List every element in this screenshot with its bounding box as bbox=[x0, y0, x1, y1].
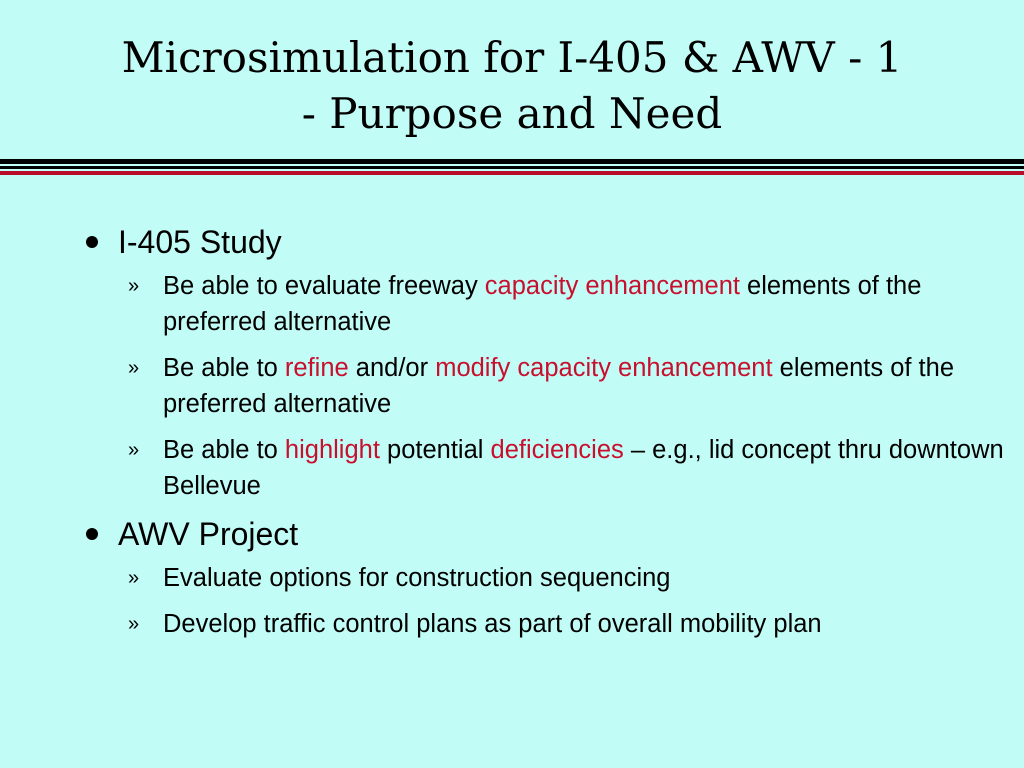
sub-bullet-text: elements of the preferred alternative bbox=[163, 272, 922, 336]
sub-bullet-item bbox=[78, 350, 1008, 422]
sub-bullet-item bbox=[78, 560, 1008, 596]
sub-bullet-item bbox=[78, 268, 1008, 340]
sub-bullet-marker-icon: » bbox=[128, 357, 140, 379]
sub-bullet-marker-icon: » bbox=[128, 275, 140, 297]
title-divider-black-thin bbox=[0, 166, 1024, 169]
bullet-list bbox=[78, 222, 1008, 652]
sub-bullet-list bbox=[78, 268, 1008, 504]
sub-bullet-text: potential bbox=[379, 436, 491, 464]
bullet-label: I-405 Study bbox=[118, 224, 282, 260]
sub-bullet-marker-icon: » bbox=[128, 567, 140, 589]
sub-bullet-text: Be able to evaluate freeway bbox=[163, 272, 485, 300]
slide-title-line-1: Microsimulation for I-405 & AWV - 1 bbox=[121, 33, 903, 82]
sub-bullet-text: – e.g., lid concept thru downtown Bellevue bbox=[163, 436, 1004, 500]
bullet-item bbox=[78, 514, 1008, 554]
bullet-item bbox=[78, 222, 1008, 262]
sub-bullet-text: and/or bbox=[348, 354, 436, 382]
sub-bullet-text: Be able to bbox=[163, 354, 285, 382]
title-divider-red bbox=[0, 171, 1024, 175]
sub-bullet-item bbox=[78, 606, 1008, 642]
slide-title bbox=[0, 30, 1024, 142]
sub-bullet-text: Evaluate options for construction sequencing bbox=[163, 564, 671, 592]
sub-bullet-text: Develop traffic control plans as part of overall mobility plan bbox=[163, 610, 822, 638]
sub-bullet-highlight: deficiencies bbox=[490, 436, 624, 464]
sub-bullet-highlight: refine bbox=[284, 354, 349, 382]
slide-title-line-2: - Purpose and Need bbox=[301, 89, 723, 138]
sub-bullet-item bbox=[78, 432, 1008, 504]
sub-bullet-highlight: modify capacity enhancement bbox=[435, 354, 773, 382]
sub-bullet-highlight: capacity enhancement bbox=[484, 272, 740, 300]
bullet-label: AWV Project bbox=[118, 516, 299, 552]
sub-bullet-text: Be able to bbox=[163, 436, 285, 464]
title-divider-black-thick bbox=[0, 159, 1024, 164]
sub-bullet-highlight: highlight bbox=[284, 436, 380, 464]
sub-bullet-text: elements of the preferred alternative bbox=[163, 354, 955, 418]
sub-bullet-marker-icon: » bbox=[128, 613, 140, 635]
sub-bullet-list bbox=[78, 560, 1008, 642]
sub-bullet-marker-icon: » bbox=[128, 439, 140, 461]
bullet-dot-icon bbox=[86, 236, 98, 248]
bullet-dot-icon bbox=[86, 528, 98, 540]
